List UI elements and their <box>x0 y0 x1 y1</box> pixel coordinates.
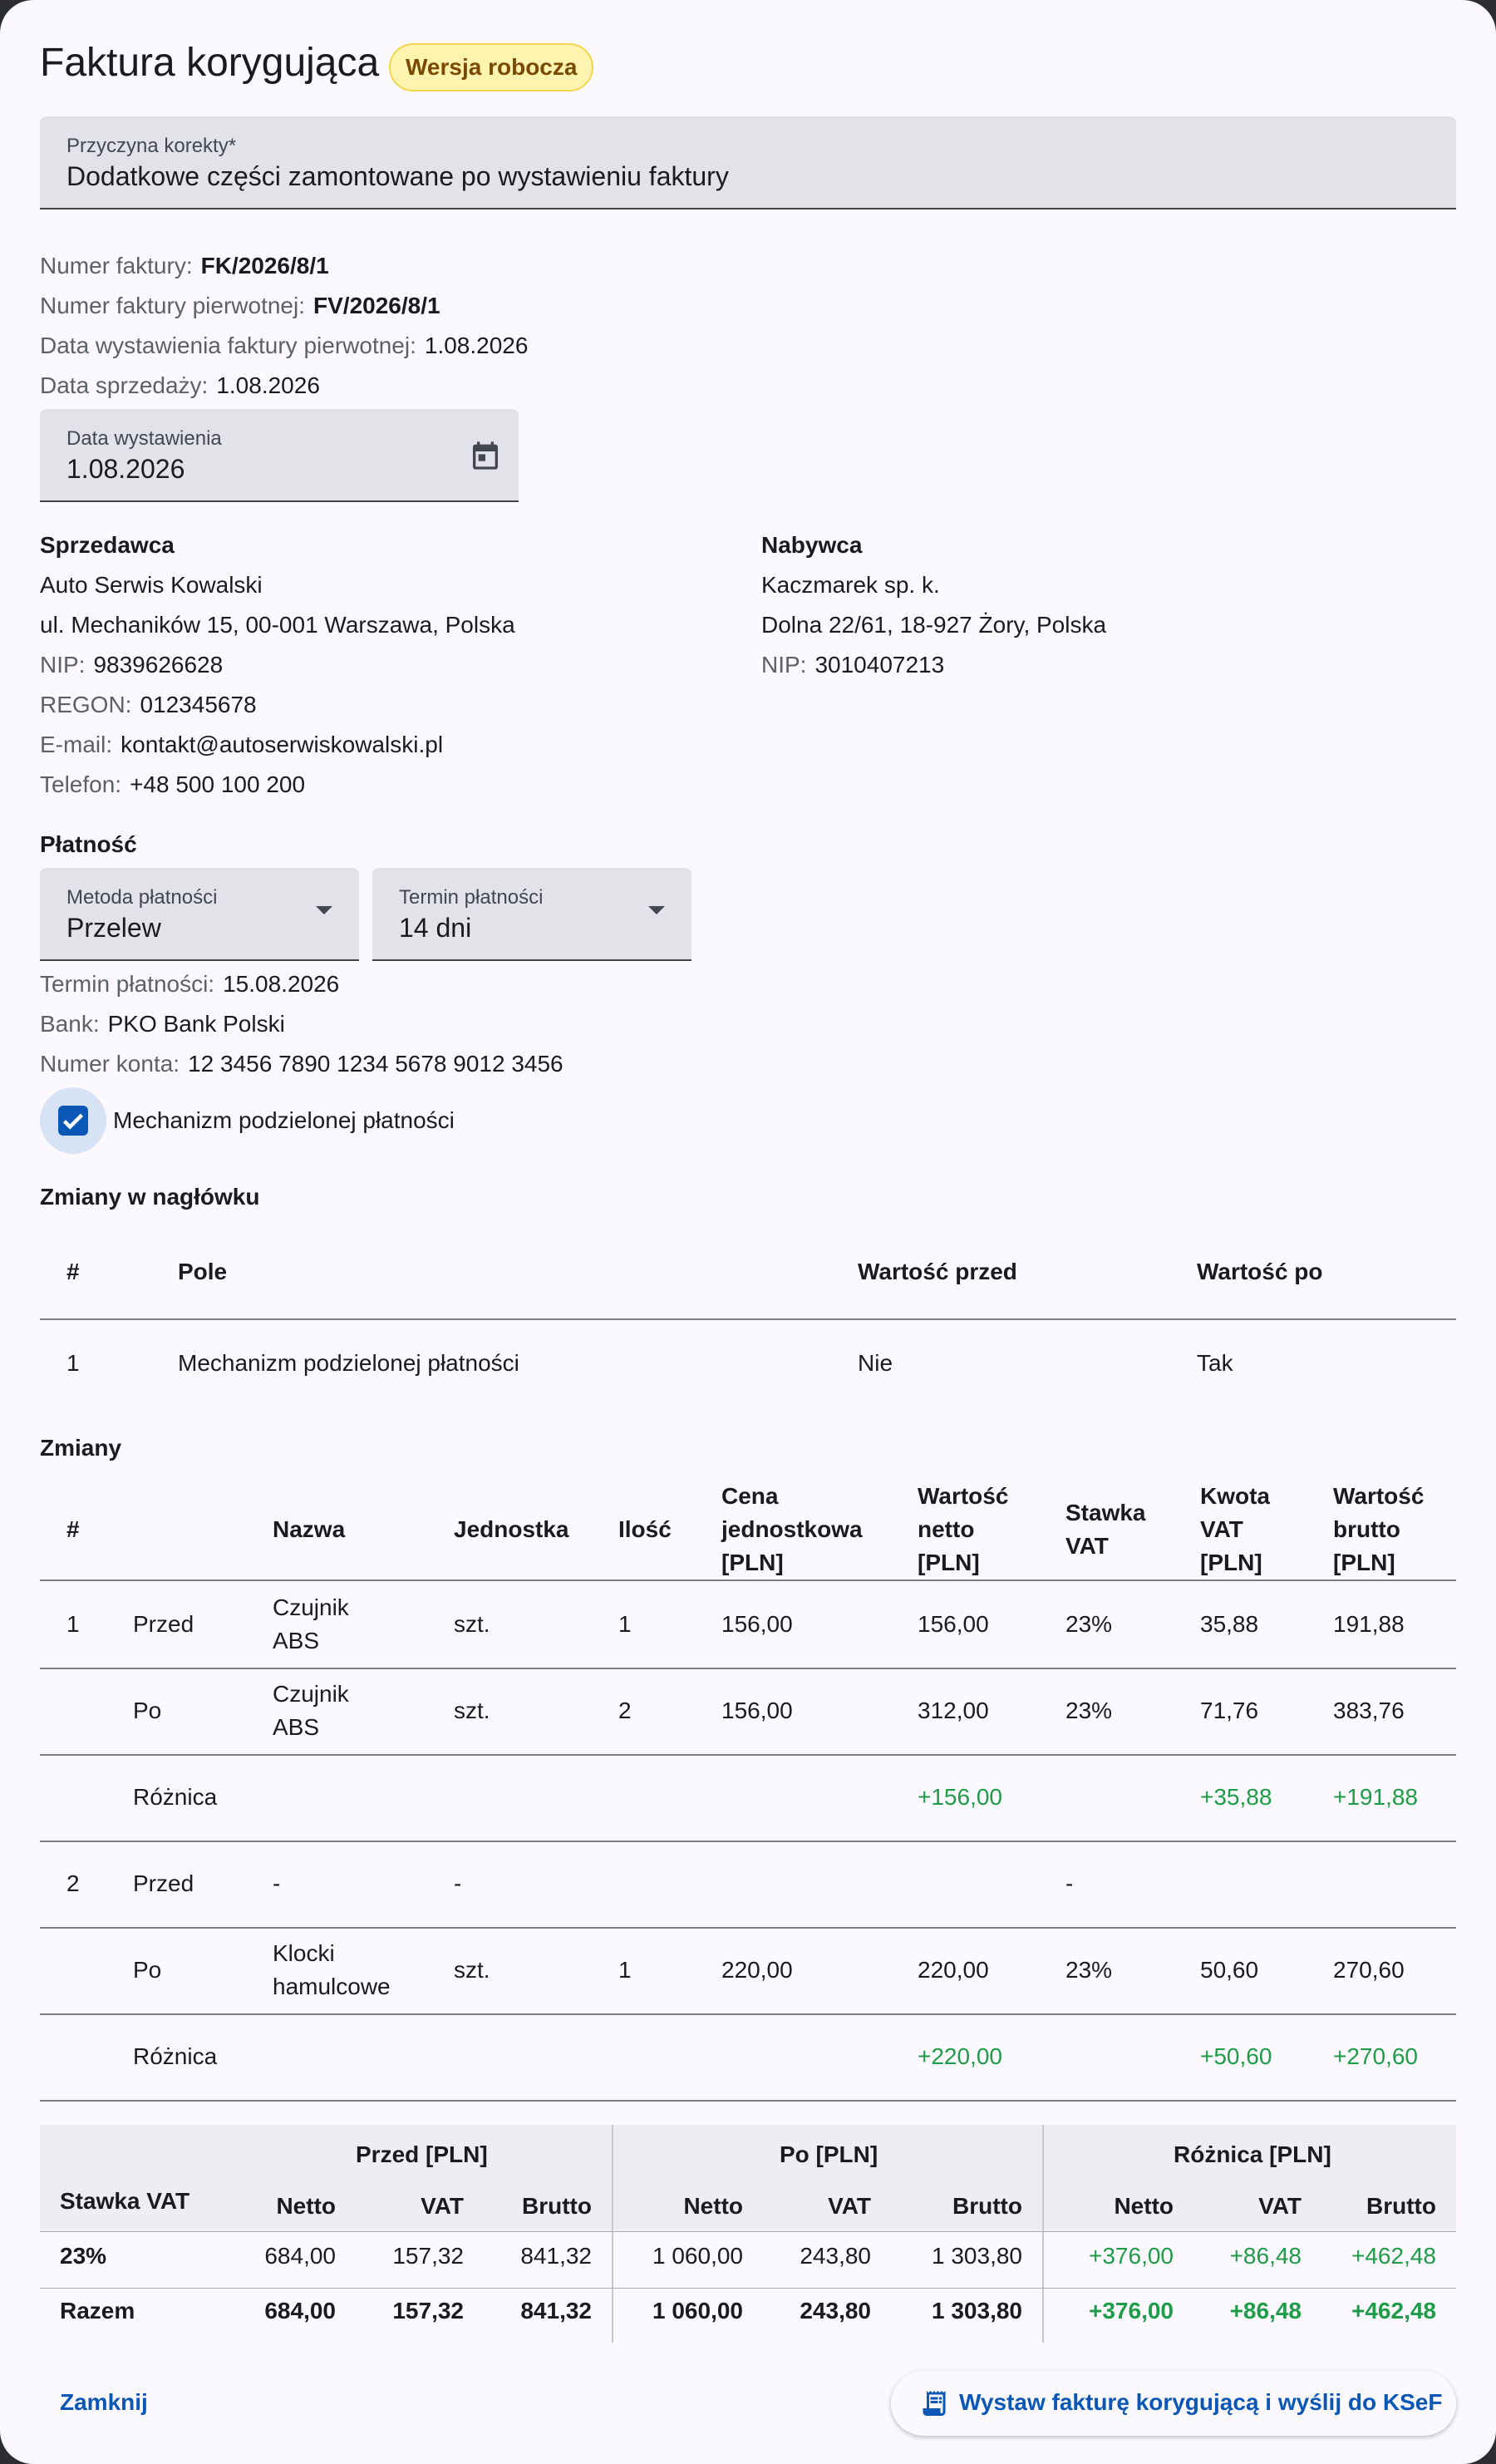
payment-term-label: Termin płatności <box>399 886 544 909</box>
invoice-number-value: FK/2026/8/1 <box>200 253 329 278</box>
bank-label: Bank: <box>40 1011 100 1037</box>
changes-col-qty: Ilość <box>618 1516 672 1542</box>
account-row <box>40 1051 563 1077</box>
original-issue-date-label: Data wystawienia faktury pierwotnej: <box>40 333 416 358</box>
seller-nip-label: NIP: <box>40 652 86 678</box>
vat-summary-value: 1 303,80 <box>932 2298 1022 2324</box>
changes-cell-no: 2 <box>66 1870 80 1896</box>
buyer-name: Kaczmarek sp. k. <box>761 572 940 598</box>
changes-cell-price: 220,00 <box>721 1957 793 1983</box>
vat-summary-value: +376,00 <box>1089 2243 1174 2269</box>
changes-cell-name-line: Czujnik <box>273 1681 349 1707</box>
submit-ksef-label: Wystaw fakturę korygującą i wyślij do KSeF <box>959 2389 1443 2415</box>
seller-email-label: E-mail: <box>40 732 113 757</box>
vat-summary-rate-header: Stawka VAT <box>60 2188 190 2214</box>
changes-cell-net: 156,00 <box>918 1611 989 1637</box>
vat-summary-value: +86,48 <box>1229 2298 1302 2324</box>
vat-summary-value: +86,48 <box>1229 2243 1302 2269</box>
changes-cell-name-line: Czujnik <box>273 1594 349 1620</box>
seller-regon-label: REGON: <box>40 692 132 717</box>
changes-col-vat-line: VAT <box>1200 1516 1243 1542</box>
vat-summary-value: 1 060,00 <box>652 2298 743 2324</box>
vat-summary-subcol: Brutto <box>952 2193 1022 2219</box>
seller-address: ul. Mechaników 15, 00-001 Warszawa, Polska <box>40 612 515 638</box>
vat-summary-group-after: Po [PLN] <box>780 2141 878 2167</box>
seller-heading: Sprzedawca <box>40 532 175 558</box>
original-issue-date-value: 1.08.2026 <box>424 333 529 358</box>
buyer-nip-value: 3010407213 <box>814 652 945 678</box>
divider <box>40 1579 1456 1581</box>
sale-date-value: 1.08.2026 <box>216 372 320 398</box>
changes-cell-net: +220,00 <box>918 2043 1002 2069</box>
changes-col-price-line: jednostkowa <box>721 1516 863 1542</box>
vat-summary-value: 243,80 <box>800 2243 871 2269</box>
header-changes-col-no: # <box>66 1259 80 1284</box>
divider <box>40 2100 1456 2102</box>
header-changes-col-field: Pole <box>178 1259 228 1284</box>
changes-col-name: Nazwa <box>273 1516 346 1542</box>
split-payment-label[interactable]: Mechanizm podzielonej płatności <box>113 1107 455 1133</box>
vat-summary-group-diff: Różnica [PLN] <box>1174 2141 1331 2167</box>
dialog-title: Faktura korygująca <box>40 41 380 85</box>
sale-date-label: Data sprzedaży: <box>40 372 209 398</box>
changes-col-vat-line: Kwota <box>1200 1483 1270 1509</box>
due-date-value: 15.08.2026 <box>223 971 340 997</box>
correction-reason-field[interactable] <box>40 116 1456 209</box>
changes-cell-qty: 1 <box>618 1611 632 1637</box>
changes-cell-name <box>273 1678 349 1744</box>
changes-cell-gross: +270,60 <box>1333 2043 1418 2069</box>
payment-method-select[interactable] <box>40 868 359 961</box>
changes-col-price-line: Cena <box>721 1483 779 1509</box>
changes-cell-vat: +50,60 <box>1200 2043 1272 2069</box>
original-invoice-number-value: FV/2026/8/1 <box>313 293 440 318</box>
changes-col-net-line: netto <box>918 1516 975 1542</box>
changes-cell-unit: - <box>454 1870 462 1896</box>
vat-summary-value: +462,48 <box>1351 2298 1436 2324</box>
changes-cell-kind: Przed <box>133 1611 194 1637</box>
seller-regon-value: 012345678 <box>140 692 257 717</box>
seller-phone-label: Telefon: <box>40 771 122 797</box>
divider <box>40 1754 1456 1756</box>
seller-phone-value: +48 500 100 200 <box>130 771 306 797</box>
header-changes-col-before: Wartość przed <box>858 1259 1017 1284</box>
vat-summary-value: 684,00 <box>264 2243 336 2269</box>
changes-cell-vat: 50,60 <box>1200 1957 1259 1983</box>
divider <box>40 2288 1456 2289</box>
changes-cell-gross: 270,60 <box>1333 1957 1405 1983</box>
issue-date-label: Data wystawienia <box>66 427 222 450</box>
header-change-no: 1 <box>66 1350 80 1376</box>
changes-cell-kind: Przed <box>133 1870 194 1896</box>
vat-summary-subcol: Brutto <box>522 2193 592 2219</box>
buyer-nip-row <box>761 652 944 678</box>
checkmark-icon <box>58 1106 88 1136</box>
changes-cell-qty: 1 <box>618 1957 632 1983</box>
changes-cell-unit: szt. <box>454 1611 490 1637</box>
vat-summary-value: +376,00 <box>1089 2298 1174 2324</box>
vat-summary-subcol: VAT <box>1258 2193 1302 2219</box>
account-value: 12 3456 7890 1234 5678 9012 3456 <box>188 1051 563 1077</box>
changes-cell-net: 220,00 <box>918 1957 989 1983</box>
seller-nip-value: 9839626628 <box>93 652 224 678</box>
seller-regon-row <box>40 692 257 718</box>
changes-cell-unit: szt. <box>454 1698 490 1723</box>
payment-heading: Płatność <box>40 831 137 857</box>
vat-summary-value: 157,32 <box>392 2298 464 2324</box>
vat-summary-value: 841,32 <box>520 2243 592 2269</box>
changes-cell-name-line: - <box>273 1870 281 1896</box>
vat-summary-subcol: Netto <box>683 2193 743 2219</box>
dropdown-arrow-icon[interactable] <box>648 906 665 914</box>
changes-cell-unit: szt. <box>454 1957 490 1983</box>
vat-summary-value: 157,32 <box>392 2243 464 2269</box>
vat-summary-value: 1 060,00 <box>652 2243 743 2269</box>
changes-cell-vat: +35,88 <box>1200 1784 1272 1810</box>
vat-summary-subcol: VAT <box>421 2193 464 2219</box>
changes-cell-name-line: ABS <box>273 1628 320 1653</box>
vat-summary-rate: 23% <box>60 2243 107 2269</box>
changes-cell-rate: 23% <box>1065 1611 1113 1637</box>
changes-cell-vat: 71,76 <box>1200 1698 1259 1723</box>
split-payment-checkbox[interactable] <box>58 1106 88 1136</box>
payment-method-label: Metoda płatności <box>66 886 218 909</box>
submit-ksef-button[interactable] <box>891 2371 1456 2436</box>
seller-email-row <box>40 732 443 758</box>
changes-cell-name-line: hamulcowe <box>273 1974 391 1999</box>
seller-phone-row <box>40 771 305 798</box>
divider <box>40 1318 1456 1320</box>
issue-date-field[interactable] <box>40 409 519 502</box>
changes-cell-kind: Różnica <box>133 1784 218 1810</box>
changes-col-price-line: [PLN] <box>721 1550 784 1575</box>
changes-col-gross-line: brutto <box>1333 1516 1400 1542</box>
header-changes-col-after: Wartość po <box>1197 1259 1323 1284</box>
vat-summary-value: +462,48 <box>1351 2243 1436 2269</box>
changes-heading: Zmiany <box>40 1435 122 1461</box>
original-invoice-number-row <box>40 293 440 319</box>
changes-col-gross <box>1333 1480 1424 1579</box>
changes-cell-name <box>273 1591 349 1658</box>
vat-summary-value: 841,32 <box>520 2298 592 2324</box>
due-date-row <box>40 971 339 998</box>
vat-summary-value: 243,80 <box>800 2298 871 2324</box>
changes-col-no: # <box>66 1516 80 1542</box>
changes-col-unit: Jednostka <box>454 1516 569 1542</box>
changes-cell-gross: 191,88 <box>1333 1611 1405 1637</box>
receipt-icon <box>919 2388 949 2418</box>
changes-cell-kind: Po <box>133 1698 162 1723</box>
buyer-address: Dolna 22/61, 18-927 Żory, Polska <box>761 612 1107 638</box>
changes-cell-gross: +191,88 <box>1333 1784 1418 1810</box>
changes-col-rate <box>1065 1496 1146 1563</box>
changes-col-rate-line: VAT <box>1065 1533 1109 1559</box>
changes-col-gross-line: Wartość <box>1333 1483 1425 1509</box>
account-label: Numer konta: <box>40 1051 180 1077</box>
header-change-after: Tak <box>1197 1350 1233 1376</box>
changes-cell-name <box>273 1867 280 1900</box>
changes-cell-no: 1 <box>66 1611 80 1637</box>
sale-date-row <box>40 372 320 399</box>
payment-method-value: Przelew <box>66 913 161 943</box>
changes-cell-kind: Po <box>133 1957 162 1983</box>
seller-nip-row <box>40 652 223 678</box>
changes-cell-rate: - <box>1065 1870 1074 1896</box>
correction-reason-label: Przyczyna korekty* <box>66 135 237 157</box>
payment-term-value: 14 dni <box>399 913 472 943</box>
vat-summary-group-before: Przed [PLN] <box>356 2141 488 2167</box>
vat-summary-rate: Razem <box>60 2298 135 2324</box>
vat-summary-value: 1 303,80 <box>932 2243 1022 2269</box>
divider <box>40 1668 1456 1669</box>
changes-col-vat-line: [PLN] <box>1200 1550 1262 1575</box>
due-date-label: Termin płatności: <box>40 971 215 997</box>
invoice-number-row <box>40 253 329 279</box>
changes-col-gross-line: [PLN] <box>1333 1550 1395 1575</box>
changes-cell-qty: 2 <box>618 1698 632 1723</box>
original-issue-date-row <box>40 333 528 359</box>
original-invoice-number-label: Numer faktury pierwotnej: <box>40 293 306 318</box>
changes-cell-vat: 35,88 <box>1200 1611 1259 1637</box>
vat-summary-table <box>40 2125 1456 2343</box>
changes-cell-kind: Różnica <box>133 2043 218 2069</box>
changes-cell-name-line: Klocki <box>273 1940 335 1966</box>
changes-col-rate-line: Stawka <box>1065 1500 1146 1525</box>
status-badge: Wersja robocza <box>389 43 593 91</box>
changes-cell-rate: 23% <box>1065 1957 1113 1983</box>
vat-summary-subcol: Brutto <box>1366 2193 1436 2219</box>
divider <box>40 2231 1456 2232</box>
close-button[interactable]: Zamknij <box>60 2389 148 2415</box>
changes-cell-price: 156,00 <box>721 1611 793 1637</box>
dropdown-arrow-icon[interactable] <box>316 906 332 914</box>
payment-term-select[interactable] <box>372 868 691 961</box>
bank-value: PKO Bank Polski <box>107 1011 285 1037</box>
header-changes-heading: Zmiany w nagłówku <box>40 1184 260 1210</box>
changes-cell-rate: 23% <box>1065 1698 1113 1723</box>
changes-cell-name-line: ABS <box>273 1714 320 1740</box>
changes-col-price <box>721 1480 863 1579</box>
header-change-field: Mechanizm podzielonej płatności <box>178 1350 519 1376</box>
changes-cell-net: 312,00 <box>918 1698 989 1723</box>
buyer-nip-label: NIP: <box>761 652 807 678</box>
seller-email-value: kontakt@autoserwiskowalski.pl <box>121 732 444 757</box>
calendar-icon[interactable] <box>469 439 502 472</box>
bank-row <box>40 1011 285 1037</box>
changes-col-vat <box>1200 1480 1270 1579</box>
divider <box>40 2013 1456 2015</box>
divider <box>40 1841 1456 1842</box>
changes-cell-net: +156,00 <box>918 1784 1002 1810</box>
correction-reason-value[interactable]: Dodatkowe części zamontowane po wystawieniu faktury <box>66 161 729 191</box>
divider <box>40 1927 1456 1929</box>
vat-summary-value: 684,00 <box>264 2298 336 2324</box>
issue-date-value[interactable]: 1.08.2026 <box>66 454 185 484</box>
changes-cell-price: 156,00 <box>721 1698 793 1723</box>
header-change-before: Nie <box>858 1350 893 1376</box>
invoice-number-label: Numer faktury: <box>40 253 193 278</box>
buyer-heading: Nabywca <box>761 532 863 558</box>
seller-name: Auto Serwis Kowalski <box>40 572 263 598</box>
vat-summary-subcol: Netto <box>1114 2193 1174 2219</box>
changes-cell-name <box>273 1937 391 2003</box>
changes-cell-gross: 383,76 <box>1333 1698 1405 1723</box>
changes-col-net-line: Wartość <box>918 1483 1009 1509</box>
vat-summary-subcol: VAT <box>828 2193 871 2219</box>
vat-summary-subcol: Netto <box>276 2193 336 2219</box>
changes-col-net <box>918 1480 1008 1579</box>
changes-col-net-line: [PLN] <box>918 1550 980 1575</box>
